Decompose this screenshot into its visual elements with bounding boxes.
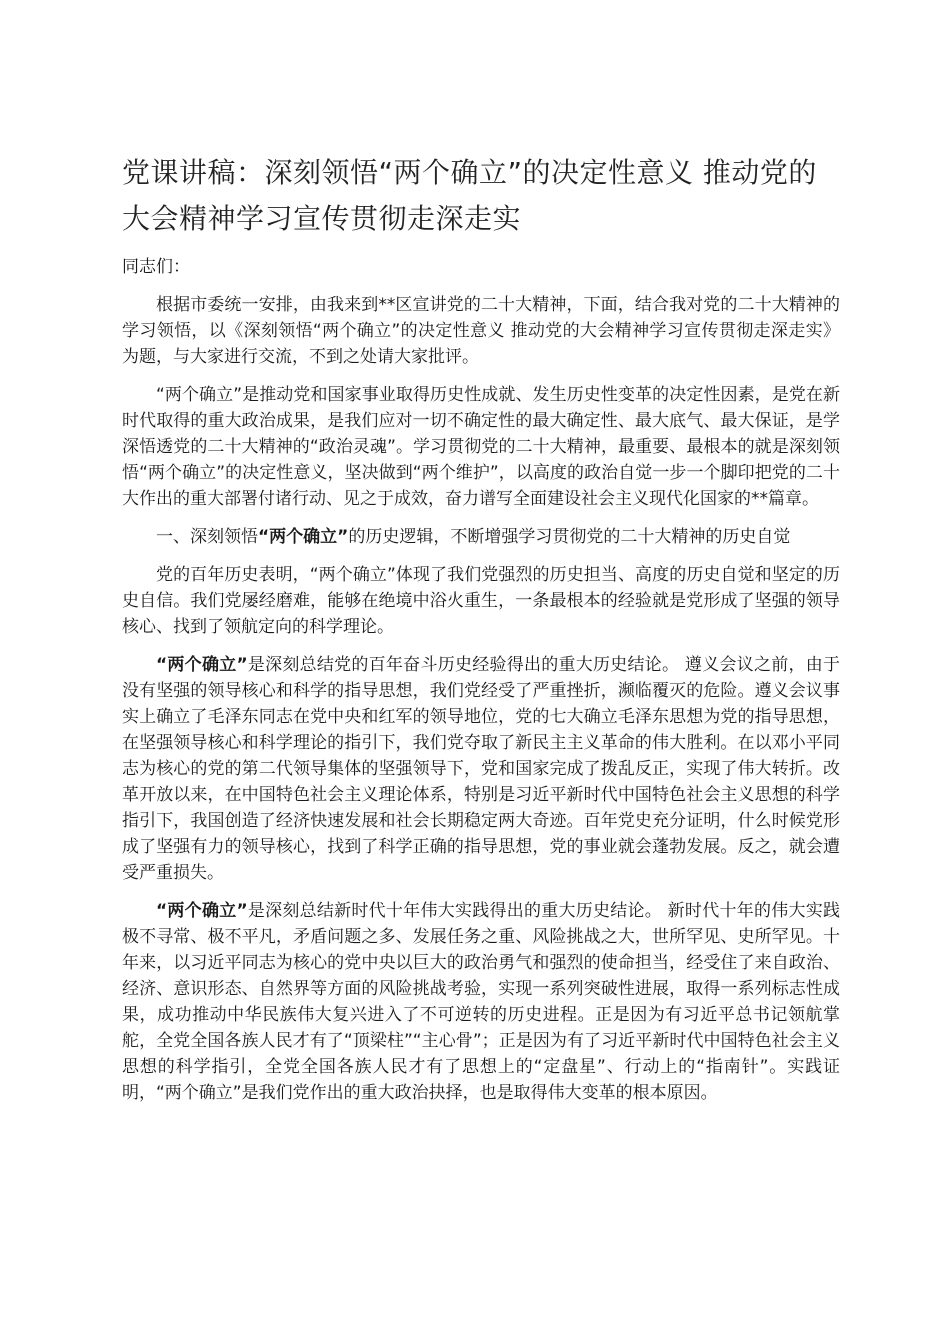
section-heading-rest: 的历史逻辑，不断增强学习贯彻党的二十大精神的历史自觉 <box>348 527 791 547</box>
paragraph-new-era <box>122 898 840 1106</box>
paragraph-two-establishments: “两个确立”是推动党和国家事业取得历史性成就、发生历史性变革的决定性因素，是党在新时代取得的重大政治成果，是我们应对一切不确定性的最大确定性、最大底气、最大保证，是学深悟透党的二十大精神的“政治灵魂”。学习贯彻党的二十大精神，最重要、最根本的就是深刻领悟“两个确立”的决定性意义，坚决做到“两个维护”，以高度的政治自觉一步一个脚印把党的二十大作出的重大部署付诸行动、见之于成效，奋力谱写全面建设社会主义现代化国家的**篇章。 <box>122 385 840 509</box>
document-page <box>122 150 840 1118</box>
paragraph-centennial-body: 是深刻总结党的百年奋斗历史经验得出的重大历史结论。 遵义会议之前，由于没有坚强的领导核心和科学的指导思想，我们党经受了严重挫折，濒临覆灭的危险。遵义会议事实上确立了毛泽东同志在党中央和红军的领导地位，党的七大确立毛泽东思想为党的指导思想，在坚强领导核心和科学理论的指引下，我们党夺取了新民主主义革命的伟大胜利。在以邓小平同志为核心的党的第二代领导集体的坚强领导下，党和国家完成了拨乱反正，实现了伟大转折。改革开放以来，在中国特色社会主义理论体系，特别是习近平新时代中国特色社会主义思想的科学指引下，我国创造了经济快速发展和社会长期稳定两大奇迹。百年党史充分证明，什么时候党形成了坚强有力的领导核心，找到了科学正确的指导思想，党的事业就会蓬勃发展。反之，就会遭受严重损失。 <box>122 655 840 883</box>
salutation: 同志们： <box>122 257 190 277</box>
paragraph-centennial-lead: “两个确立” <box>156 655 248 675</box>
paragraph-new-era-body: 是深刻总结新时代十年伟大实践得出的重大历史结论。 新时代十年的伟大实践极不寻常、极不平凡，矛盾问题之多、发展任务之重、风险挑战之大，世所罕见、史所罕见。十年来，以习近平同志为核心的党中央以巨大的政治勇气和强烈的使命担当，经受住了来自政治、经济、意识形态、自然界等方面的风险挑战考验，实现一系列突破性进展，取得一系列标志性成果，成功推动中华民族伟大复兴进入了不可逆转的历史进程。正是因为有习近平总书记领航掌舵，全党全国各族人民才有了“顶梁柱”“主心骨”；正是因为有了习近平新时代中国特色社会主义思想的科学指引，全党全国各族人民才有了思想上的“定盘星”、行动上的“指南针”。实践证明，“两个确立”是我们党作出的重大政治抉择，也是取得伟大变革的根本原因。 <box>122 901 840 1103</box>
document-title <box>122 150 840 242</box>
title-line-2: 大会精神学习宣传贯彻走深走实 <box>122 202 522 235</box>
paragraph-new-era-lead: “两个确立” <box>156 901 248 921</box>
section-heading-bold: “两个确立” <box>258 527 349 547</box>
paragraph-intro: 根据市委统一安排，由我来到**区宣讲党的二十大精神，下面，结合我对党的二十大精神的学习领悟，以《深刻领悟“两个确立”的决定性意义 推动党的大会精神学习宣传贯彻走深走实》为题，与大家进行交流，不到之处请大家批评。 <box>122 295 840 367</box>
title-line-1: 党课讲稿：深刻领悟“两个确立”的决定性意义 推动党的 <box>122 156 817 189</box>
section-heading-1 <box>122 524 840 550</box>
paragraph-centennial <box>122 652 840 886</box>
section-heading-prefix: 一、深刻领悟 <box>156 527 258 547</box>
paragraph-history: 党的百年历史表明，“两个确立”体现了我们党强烈的历史担当、高度的历史自觉和坚定的历史自信。我们党屡经磨难，能够在绝境中浴火重生，一条最根本的经验就是党形成了坚强的领导核心、找到了领航定向的科学理论。 <box>122 565 840 637</box>
